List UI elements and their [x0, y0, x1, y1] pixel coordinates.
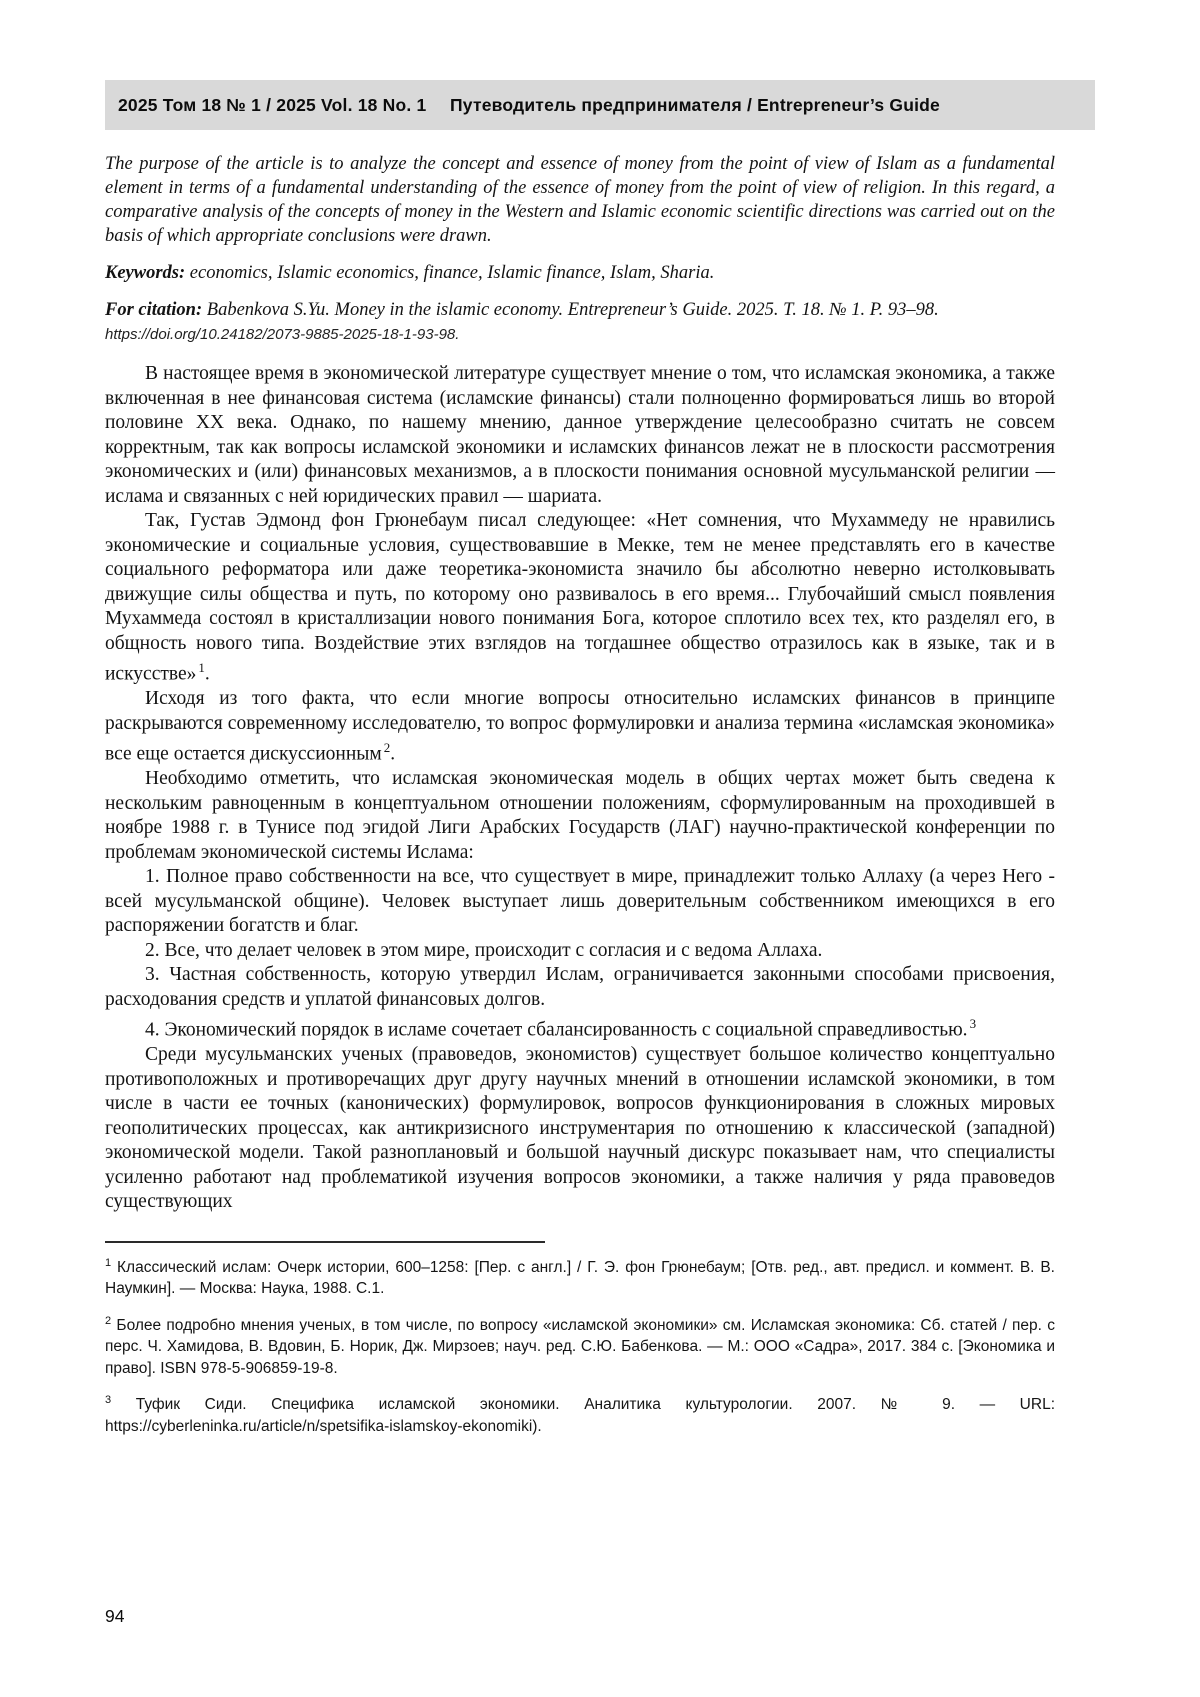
doi-text: https://doi.org/10.24182/2073-9885-2025-18-1-93-98. [105, 326, 460, 343]
article-body [105, 362, 1055, 1215]
footnote-item [105, 1390, 1055, 1437]
body-paragraph [105, 767, 1055, 865]
footnote-reference: 2 [383, 740, 391, 755]
footnote-marker: 2 [105, 1314, 112, 1327]
page-content [105, 152, 1055, 1448]
citation-text: Babenkova S.Yu. Money in the islamic economy. Entrepreneur’s Guide. 2025. Т. 18. № 1. P. 93–98. [206, 300, 939, 320]
paragraph-text: 1. Полное право собственности на все, что существует в мире, принадлежит только Аллаху (а через Него - всей мусульманской общине). Человек выступает лишь доверительным собственником имеющихся в его распоряжении богатств и благ. [105, 866, 1055, 936]
footnote-marker: 3 [105, 1394, 112, 1407]
footnote-reference: 3 [969, 1016, 977, 1031]
footnote-separator [105, 1241, 545, 1243]
keywords-label: Keywords: [105, 263, 186, 283]
footnote-item [105, 1311, 1055, 1380]
paragraph-text: Необходимо отметить, что исламская экономическая модель в общих чертах может быть сведена к нескольким равноценным в концептуальном отношении положениям, сформулированным на проходившей в ноябре 1988 г. в Тунисе под эгидой Лиги Арабских Государств (ЛАГ) научно-практической конференции по проблемам экономической системы Ислама: [105, 768, 1055, 863]
abstract-text: The purpose of the article is to analyze the concept and essence of money from the point of view of Islam as a fundamental element in terms of a fundamental understanding of the essence of money from the point of view of religion. In this regard, a comparative analysis of the concepts of money in the Western and Islamic economic scientific directions was carried out on the basis of which appropriate conclusions were drawn. [105, 154, 1055, 246]
paragraph-text: . [204, 663, 210, 685]
footnote-text: Классический ислам: Очерк истории, 600–1258: [Пер. с англ.] / Г. Э. фон Грюнебаум; [Отв. ред., авт. предисл. и коммент. В. В. Наумкин]. — Москва: Наука, 1988. С.1. [105, 1258, 1055, 1298]
abstract-section [105, 152, 1055, 346]
body-paragraph [105, 1043, 1055, 1215]
body-list-item [105, 1012, 1055, 1043]
body-list-item [105, 963, 1055, 1012]
footnote-item [105, 1253, 1055, 1300]
running-header [105, 80, 1095, 130]
body-paragraph [105, 687, 1055, 767]
paragraph-text: . [390, 743, 396, 765]
body-paragraph [105, 509, 1055, 687]
body-list-item [105, 865, 1055, 939]
paragraph-text: В настоящее время в экономической литературе существует мнение о том, что исламская экономика, а также включенная в нее финансовая система (исламские финансы) стали полноценно формироваться лишь во второй половине XX века. Однако, по нашему мнению, данное утверждение целесообразно считать не совсем корректным, так как вопросы исламской экономики и исламских финансов лежат не в плоскости рассмотрения экономических и (или) финансовых механизмов, а в плоскости понимания основной мусульманской религии — ислама и связанных с ней юридических правил — шариата. [105, 363, 1055, 507]
footnote-text: Туфик Сиди. Специфика исламской экономики. Аналитика культурологии. 2007. № 9. — URL: https://cyberleninka.ru/article/n/spetsifika-islamskoy-ekonomiki). [105, 1396, 1055, 1435]
page-number: 94 [105, 1606, 125, 1626]
body-paragraph [105, 362, 1055, 509]
header-issue-info: 2025 Том 18 № 1 / 2025 Vol. 18 No. 1 [118, 94, 427, 115]
citation-label: For citation: [105, 300, 203, 320]
footnote-text: Более подробно мнения ученых, в том числе, по вопросу «исламской экономики» см. Исламская экономика: Сб. статей / пер. с перс. Ч. Хамидова, В. Вдовин, Б. Норик, Дж. Мирзоев; науч. ред. С.Ю. Бабенкова. — М.: ООО «Садра», 2017. 384 с. [Экономика и право]. ISBN 978-5-906859-19-8. [105, 1316, 1055, 1377]
footnote-marker: 1 [105, 1256, 112, 1269]
citation-block [105, 298, 1055, 346]
body-list-item [105, 939, 1055, 964]
paragraph-text: Так, Густав Эдмонд фон Грюнебаум писал следующее: «Нет сомнения, что Мухаммеду не нравились экономические и социальные условия, существовавшие в Мекке, тем не менее представлять его в качестве социального реформатора или даже теоретика-экономиста значило бы абсолютно неверно истолковывать движущие силы общества и путь, по которому оно развивалось в его время... Глубочайший смысл появления Мухаммеда состоял в кристаллизации нового понимания Бога, которое сплотило всех тех, кто разделял его, в общность нового типа. Воздействие этих взглядов на тогдашнее общество отразилось как в языке, так и в искусстве» [105, 510, 1055, 685]
header-journal-title: Путеводитель предпринимателя / Entrepreneur’s Guide [450, 94, 940, 115]
keywords-text: economics, Islamic economics, finance, Islamic finance, Islam, Sharia. [189, 263, 715, 283]
paragraph-text: 4. Экономический порядок в исламе сочетает сбалансированность с социальной справедливостью. [145, 1019, 968, 1041]
footnotes-section [105, 1241, 1055, 1438]
footnote-reference: 1 [198, 660, 205, 675]
paragraph-text: 2. Все, что делает человек в этом мире, происходит с согласия и с ведома Аллаха. [145, 939, 823, 961]
paragraph-text: Среди мусульманских ученых (правоведов, экономистов) существует большое количество концептуально противоположных и противоречащих друг другу научных мнений в отношении исламской экономики, в том числе в части ее точных (канонических) формулировок, вопросов функционирования в сложных мировых геополитических процессах, как антикризисного инструментария по отношению к классической (западной) экономической модели. Такой разноплановый и большой научный дискурс показывает нам, что специалисты усиленно работают над проблематикой изучения вопросов экономики, а также наличия у ряда правоведов существующих [105, 1044, 1055, 1212]
paragraph-text: 3. Частная собственность, которую утвердил Ислам, ограничивается законными способами присвоения, расходования средств и уплатой финансовых долгов. [105, 964, 1055, 1010]
keywords-line [105, 261, 1055, 285]
citation-line [105, 298, 1055, 322]
paragraph-text: Исходя из того факта, что если многие вопросы относительно исламских финансов в принципе раскрываются современному исследователю, то вопрос формулировки и анализа термина «исламская экономика» все еще остается дискуссионным [105, 688, 1055, 765]
